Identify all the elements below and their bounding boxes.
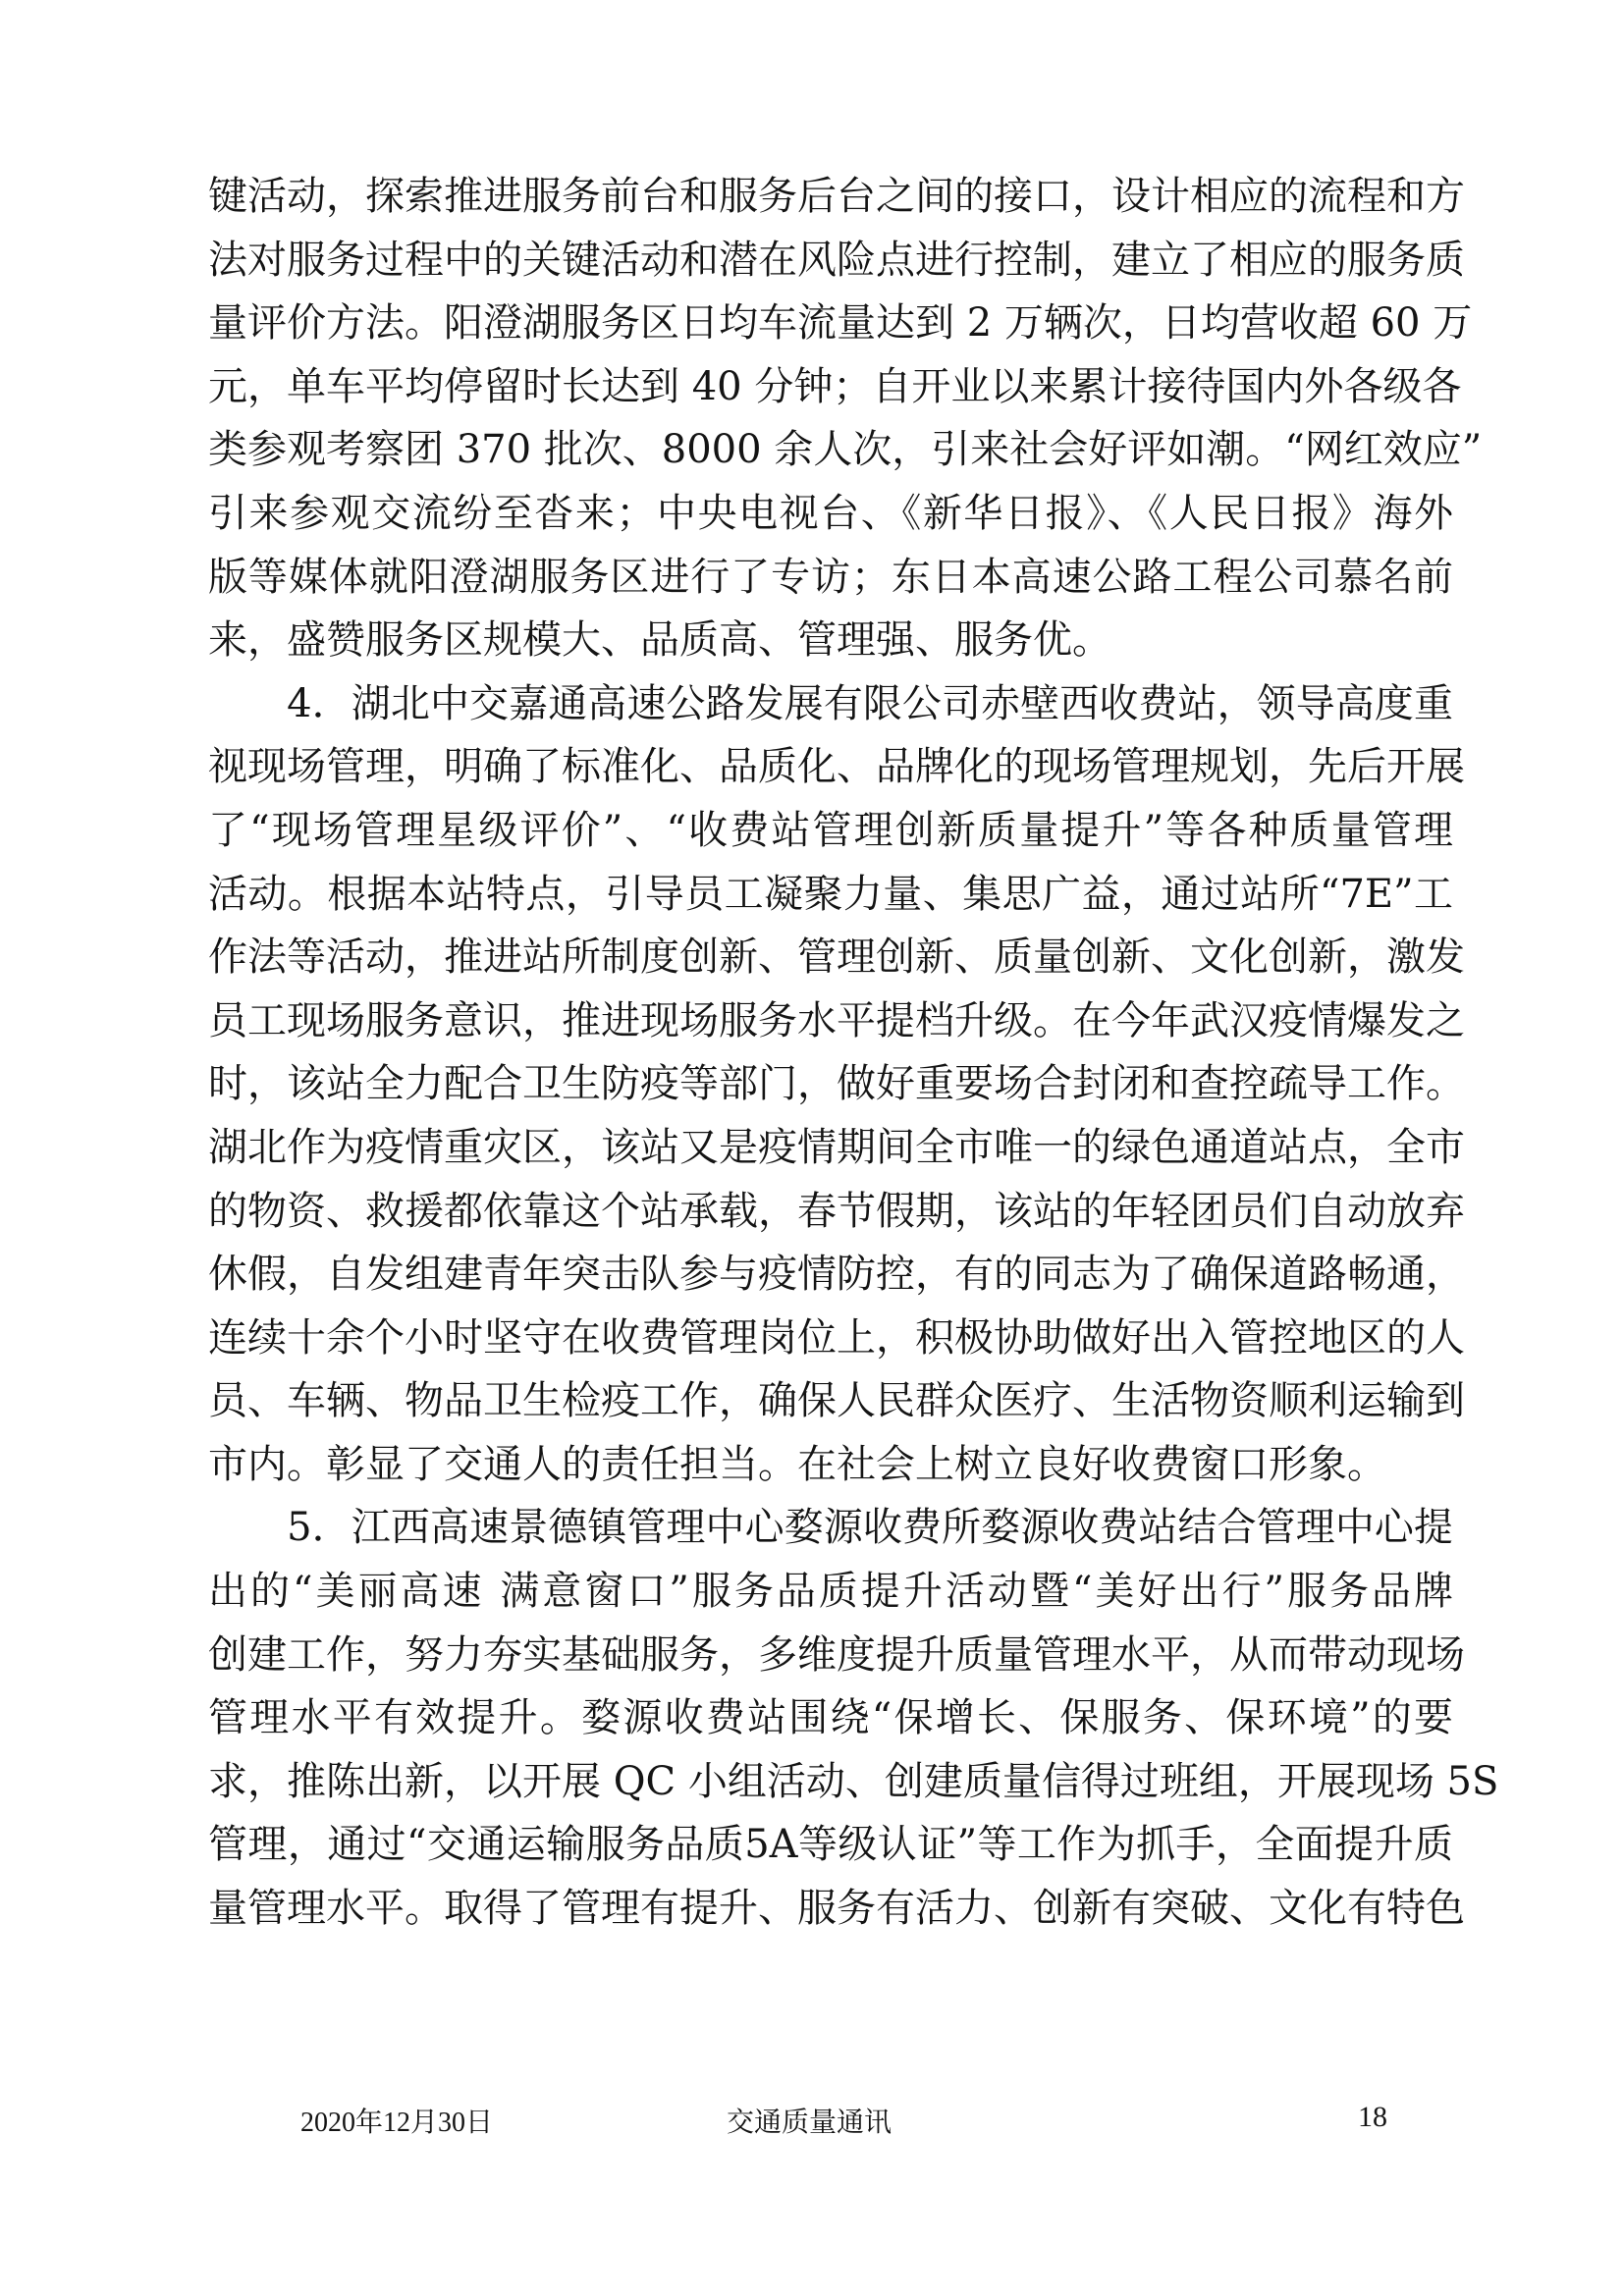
text-line: 出的“美丽高速 满意窗口”服务品质提升活动暨“美好出行”服务品牌 xyxy=(208,1569,1453,1615)
text-line: 了“现场管理星级评价”、“收费站管理创新质量提升”等各种质量管理 xyxy=(208,807,1453,853)
text-line: 员工现场服务意识，推进现场服务水平提档升级。在今年武汉疫情爆发之 xyxy=(208,997,1465,1043)
text-line: 版等媒体就阳澄湖服务区进行了专访；东日本高速公路工程公司慕名前 xyxy=(208,554,1453,600)
text-line: 活动。根据本站特点，引导员工凝聚力量、集思广益，通过站所“7E”工 xyxy=(208,871,1453,917)
page-footer xyxy=(0,2101,1623,2140)
text-line: 作法等活动，推进站所制度创新、管理创新、质量创新、文化创新，激发 xyxy=(208,934,1465,981)
footer-date: 2020年12月30日 xyxy=(300,2108,494,2138)
text-line: 管理，通过“交通运输服务品质5A等级认证”等工作为抓手，全面提升质 xyxy=(208,1822,1453,1868)
text-line: 时，该站全力配合卫生防疫等部门，做好重要场合封闭和查控疏导工作。 xyxy=(208,1061,1465,1107)
text-line: 法对服务过程中的关键活动和潜在风险点进行控制，建立了相应的服务质 xyxy=(208,237,1465,283)
text-line: 市内。彰显了交通人的责任担当。在社会上树立良好收费窗口形象。 xyxy=(208,1441,1386,1487)
text-line: 来，盛赞服务区规模大、品质高、管理强、服务优。 xyxy=(208,617,1111,664)
text-line: 元，单车平均停留时长达到 40 分钟；自开业以来累计接待国内外各级各 xyxy=(208,363,1462,409)
text-line: 量管理水平。取得了管理有提升、服务有活力、创新有突破、文化有特色 xyxy=(208,1886,1465,1932)
text-line: 量评价方法。阳澄湖服务区日均车流量达到 2 万辆次，日均营收超 60 万 xyxy=(208,300,1473,347)
text-line: 视现场管理，明确了标准化、品质化、品牌化的现场管理规划，先后开展 xyxy=(208,744,1465,790)
text-line: 5．江西高速景德镇管理中心婺源收费所婺源收费站结合管理中心提 xyxy=(208,1505,1453,1551)
footer-publication-title: 交通质量通讯 xyxy=(727,2106,893,2138)
text-line: 求，推陈出新，以开展 QC 小组活动、创建质量信得过班组，开展现场 5S xyxy=(208,1758,1499,1804)
text-line: 引来参观交流纷至沓来；中央电视台、《新华日报》、《人民日报》海外 xyxy=(208,490,1453,536)
text-line: 连续十余个小时坚守在收费管理岗位上，积极协助做好出入管控地区的人 xyxy=(208,1314,1465,1361)
text-line: 管理水平有效提升。婺源收费站围绕“保增长、保服务、保环境”的要 xyxy=(208,1695,1453,1741)
text-line: 的物资、救援都依靠这个站承载，春节假期，该站的年轻团员们自动放弃 xyxy=(208,1188,1465,1234)
text-line: 湖北作为疫情重灾区，该站又是疫情期间全市唯一的绿色通道站点，全市 xyxy=(208,1124,1465,1170)
text-line: 员、车辆、物品卫生检疫工作，确保人民群众医疗、生活物资顺利运输到 xyxy=(208,1378,1465,1424)
text-line: 键活动，探索推进服务前台和服务后台之间的接口，设计相应的流程和方 xyxy=(208,174,1465,219)
text-line: 类参观考察团 370 批次、8000 余人次，引来社会好评如潮。“网红效应” xyxy=(208,427,1483,473)
text-line: 4．湖北中交嘉通高速公路发展有限公司赤壁西收费站，领导高度重 xyxy=(208,680,1453,726)
text-line: 休假，自发组建青年突击队参与疫情防控，有的同志为了确保道路畅通， xyxy=(208,1252,1465,1298)
body-text xyxy=(208,165,1499,1941)
page-number: 18 xyxy=(1358,2101,1387,2133)
text-line: 创建工作，努力夯实基础服务，多维度提升质量管理水平，从而带动现场 xyxy=(208,1631,1465,1678)
